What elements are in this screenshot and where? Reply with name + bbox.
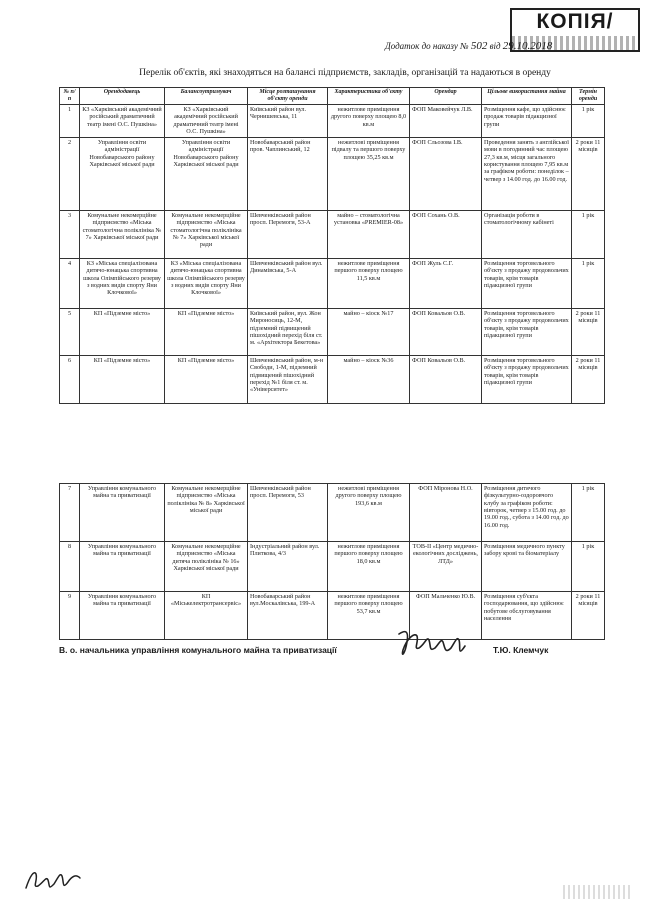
row-term: 2 роки 11 місяців: [572, 592, 605, 640]
row-number: 5: [60, 309, 80, 356]
row-place: Київський район, вул. Жон Мироносиць, 12-М, підземний підвищений пішохідний перехід біля ст. м. «Архітектора Бекетова»: [248, 309, 328, 356]
row-use: Розміщення медичного пункту забору крові та біоматеріалу: [482, 542, 572, 592]
row-place: Київський район вул. Чернишевська, 11: [248, 105, 328, 138]
row-use: Розміщення кафе, що здійснює продаж товарів підакцизної групи: [482, 105, 572, 138]
row-number: 6: [60, 356, 80, 404]
header-term: Термін оренди: [572, 88, 605, 105]
row-use: Проведення занять з англійської мови в погодинний час площею 27,3 кв.м, місця загального користування площею 7,95 кв.м за графіком роботи: понеділок – четвер з 14.00 год. до 16.00 год.: [482, 138, 572, 211]
row-description: майно – стоматологічна установка «PREMIER-08»: [328, 211, 410, 259]
row-lessor: Управління комунального майна та приватизації: [80, 542, 165, 592]
row-place: Шевченківський район, м-н Свободи, 1-М, підземний підвищений пішохідний перехід №1 біля ст. м. «Університет»: [248, 356, 328, 404]
header-description: Характеристика об'єкту: [328, 88, 410, 105]
row-number: 4: [60, 259, 80, 309]
copy-stamp-text: КОПІЯ/: [536, 10, 614, 33]
row-term: 1 рік: [572, 259, 605, 309]
row-lessor: Управління освіти адміністрації Новобаварського району Харківської міської ради: [80, 138, 165, 211]
row-tenant: ФОП Ковальов О.В.: [410, 356, 482, 404]
handwritten-initials: [22, 866, 84, 894]
row-lessor: КЗ «Міська спеціалізована дитячо-юнацька спортивна школа Олімпійського резерву з водних видів спорту Яни Клочкової»: [80, 259, 165, 309]
document-title: Перелік об'єктів, які знаходяться на балансі підприємств, закладів, організацій та надаються в оренду: [139, 68, 551, 78]
addendum-number: 502: [470, 40, 488, 52]
table-header-row: [60, 88, 605, 105]
row-use: Розміщення суб'єкта господарювання, що здійснює побутове обслуговування населення: [482, 592, 572, 640]
scan-mark: [563, 885, 633, 899]
addendum-date: 29.10.2018: [502, 40, 553, 52]
addendum-reference: [385, 40, 595, 52]
row-place: Шевченківський район просп. Перемоги, 53: [248, 484, 328, 542]
row-lessor: Управління комунального майна та приватизації: [80, 592, 165, 640]
row-description: нежитлові приміщення підвалу та першого поверху площею 35,25 кв.м: [328, 138, 410, 211]
row-tenant: ФОП Жуль С.Г.: [410, 259, 482, 309]
row-holder: Комунальне некомерційне підприємство «Міська поліклініка № 8» Харківської міської ради: [165, 484, 248, 542]
row-tenant: ФОП Сльозова І.В.: [410, 138, 482, 211]
row-lessor: КП «Підземне місто»: [80, 309, 165, 356]
row-place: Новобаварський район вул.Москалівська, 199-А: [248, 592, 328, 640]
row-place: Шевченківський район вул. Динамівська, 5-А: [248, 259, 328, 309]
row-description: нежитлове приміщення першого поверху площею 18,0 кв.м: [328, 542, 410, 592]
row-description: майно – кіоск №36: [328, 356, 410, 404]
row-number: 7: [60, 484, 80, 542]
row-holder: КП «Підземне місто»: [165, 356, 248, 404]
row-description: нежитлове приміщення першого поверху площею 11,5 кв.м: [328, 259, 410, 309]
addendum-prefix: Додаток до наказу №: [385, 41, 469, 51]
objects-table-bottom: [59, 483, 605, 640]
row-holder: Управління освіти адміністрації Новобаварського району Харківської міської ради: [165, 138, 248, 211]
row-use: Розміщення торговельного об'єкту з продажу продовольчих товарів, крім товарів підакцизної групи: [482, 259, 572, 309]
row-use: Розміщення дитячого фізкультурно-оздоровчого клубу за графіком роботи: вівторок, четвер з 15.00 год. до 19.00 год., субота з 14.00 год. до 16.00 год.: [482, 484, 572, 542]
table-row: [60, 542, 605, 592]
row-tenant: ФОП Мальченко Ю.В.: [410, 592, 482, 640]
row-tenant: ФОП Маковейчук Л.В.: [410, 105, 482, 138]
row-tenant: ФОП Міронова Н.О.: [410, 484, 482, 542]
row-term: 2 роки 11 місяців: [572, 309, 605, 356]
row-place: Новобаварський район пров. Чаплинський, 12: [248, 138, 328, 211]
row-term: 2 роки 11 місяців: [572, 356, 605, 404]
row-holder: КЗ «Харківський академічний російський драматичний театр імені О.С. Пушкіна»: [165, 105, 248, 138]
signatory-name: Т.Ю. Клемчук: [493, 645, 549, 655]
row-description: нежитлові приміщення другого поверху площею 193,6 кв.м: [328, 484, 410, 542]
header-holder: Балансоутримувач: [165, 88, 248, 105]
header-place: Місце розташування об'єкту оренди: [248, 88, 328, 105]
row-holder: Комунальне некомерційне підприємство «Міська стоматологічна поліклініка № 7» Харківської міської ради: [165, 211, 248, 259]
row-tenant: ФОП Ковальов О.В.: [410, 309, 482, 356]
row-place: Шевченківський район просп. Перемоги, 53-А: [248, 211, 328, 259]
row-term: 1 рік: [572, 211, 605, 259]
row-number: 2: [60, 138, 80, 211]
header-use: Цільове використання майна: [482, 88, 572, 105]
row-holder: Комунальне некомерційне підприємство «Міська дитяча поліклініка № 16» Харківської міської ради: [165, 542, 248, 592]
header-number: № п/п: [60, 88, 80, 105]
row-number: 8: [60, 542, 80, 592]
row-use: Розміщення торговельного об'єкту з продажу продовольчих товарів, крім товарів підакцизної групи: [482, 356, 572, 404]
table-row: [60, 259, 605, 309]
header-lessor: Орендодавець: [80, 88, 165, 105]
row-number: 3: [60, 211, 80, 259]
table-row: [60, 211, 605, 259]
addendum-from: від: [489, 41, 501, 51]
row-use: Організація роботи в стоматологічному кабінеті: [482, 211, 572, 259]
table-row: [60, 309, 605, 356]
row-lessor: Управління комунального майна та приватизації: [80, 484, 165, 542]
row-lessor: КЗ «Харківський академічний російський драматичний театр імені О.С. Пушкіна»: [80, 105, 165, 138]
table-row: [60, 592, 605, 640]
row-tenant: ТОВ-II «Центр медично-екологічних досліджень, ЛТД»: [410, 542, 482, 592]
row-place: Індустріальний район вул. Плиткова, 4/3: [248, 542, 328, 592]
signature-block: [59, 645, 619, 655]
row-tenant: ФОП Сохань О.В.: [410, 211, 482, 259]
row-lessor: КП «Підземне місто»: [80, 356, 165, 404]
objects-table-top: [59, 87, 605, 404]
row-description: майно – кіоск №17: [328, 309, 410, 356]
row-term: 2 роки 11 місяців: [572, 138, 605, 211]
row-holder: КЗ «Міська спеціалізована дитячо-юнацька спортивна школа Олімпійського резерву з водних видів спорту Яни Клочкової»: [165, 259, 248, 309]
row-holder: КП «Підземне місто»: [165, 309, 248, 356]
row-lessor: Комунальне некомерційне підприємство «Міська стоматологічна поліклініка № 7» Харківської міської ради: [80, 211, 165, 259]
table-row: [60, 484, 605, 542]
row-number: 9: [60, 592, 80, 640]
signatory-position: В. о. начальника управління комунального майна та приватизації: [59, 645, 337, 655]
handwritten-signature: [395, 628, 475, 662]
table-row: [60, 105, 605, 138]
row-term: 1 рік: [572, 542, 605, 592]
row-number: 1: [60, 105, 80, 138]
row-term: 1 рік: [572, 484, 605, 542]
header-tenant: Орендар: [410, 88, 482, 105]
row-term: 1 рік: [572, 105, 605, 138]
row-use: Розміщення торговельного об'єкту з продажу продовольчих товарів, крім товарів підакцизної групи: [482, 309, 572, 356]
row-holder: КП «Міськелектротрансервіс»: [165, 592, 248, 640]
row-description: нежитлове приміщення другого поверху площею 8,0 кв.м: [328, 105, 410, 138]
row-description: нежитлове приміщення першого поверху площею 53,7 кв.м: [328, 592, 410, 640]
table-row: [60, 356, 605, 404]
table-row: [60, 138, 605, 211]
